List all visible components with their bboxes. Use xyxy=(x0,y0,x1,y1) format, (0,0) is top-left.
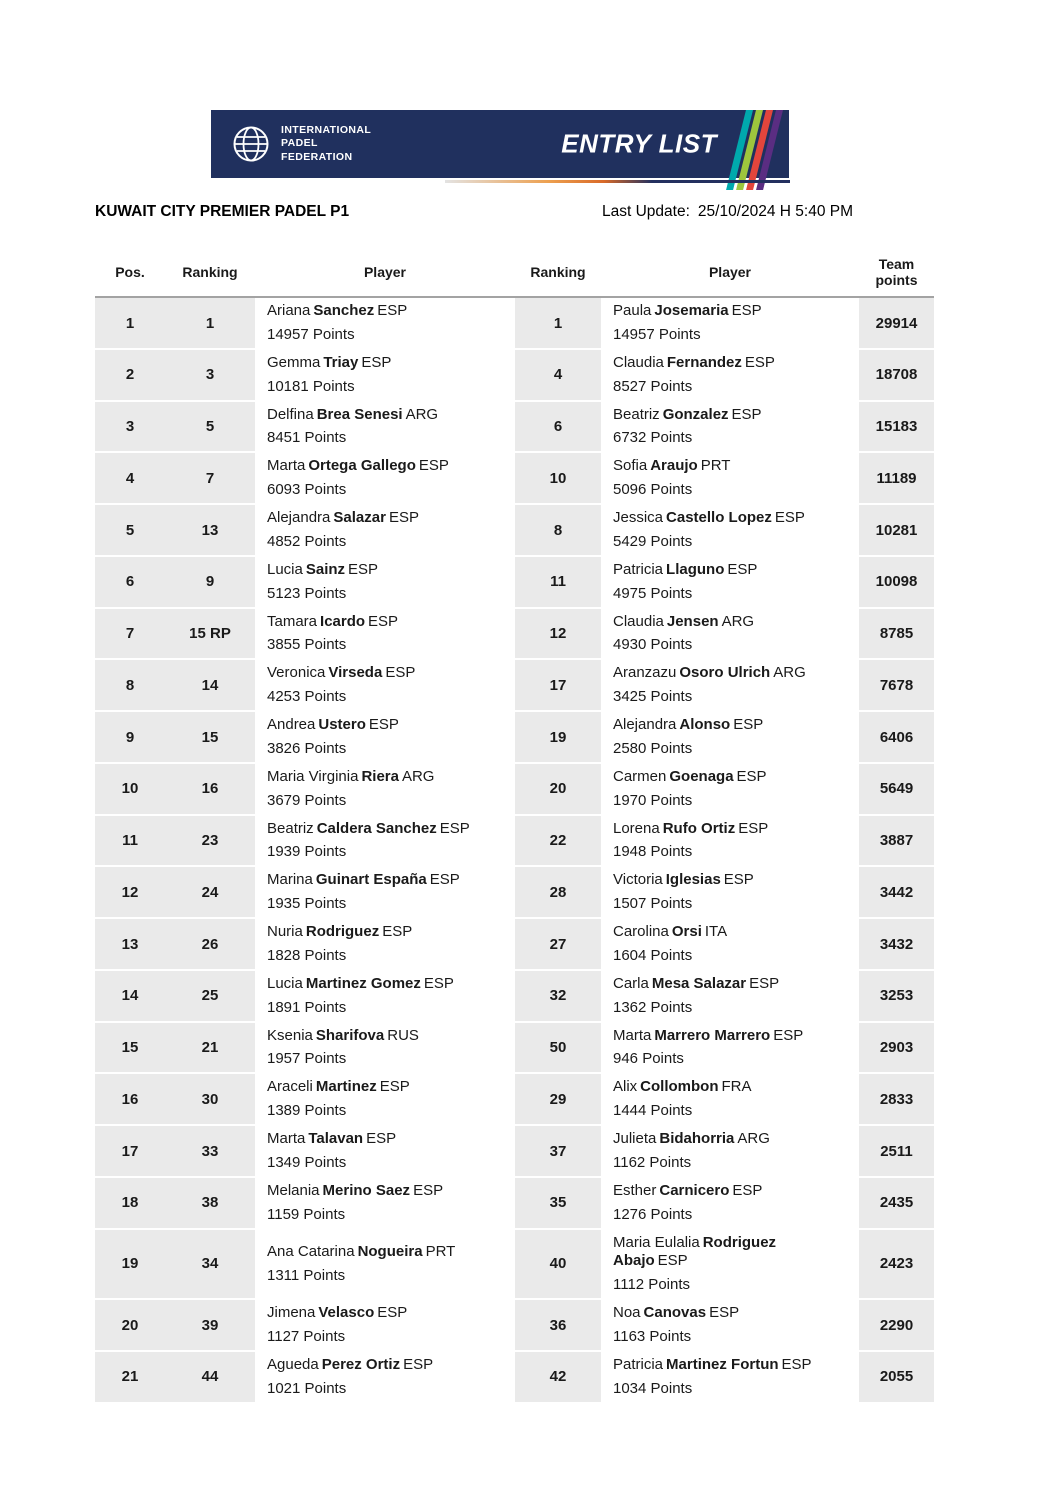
player1-points: 14957 Points xyxy=(267,325,355,343)
player2-cell xyxy=(601,1299,859,1351)
player1-points: 1939 Points xyxy=(267,843,347,861)
player1-name: Gemma Triay ESP xyxy=(267,353,392,371)
player1-cell xyxy=(255,608,515,660)
ranking2-cell: 19 xyxy=(515,711,601,763)
player1-cell xyxy=(255,1073,515,1125)
player2-name: Paula Josemaria ESP xyxy=(613,302,762,320)
player1-name: Agueda Perez Ortiz ESP xyxy=(267,1355,434,1373)
player2-name: Patricia Martinez Fortun ESP xyxy=(613,1355,812,1373)
ranking1-cell: 15 RP xyxy=(165,608,255,660)
player1-name: Ana Catarina Nogueira PRT xyxy=(267,1243,456,1261)
col-header-team-points: Team points xyxy=(859,250,934,297)
player2-name: Sofia Araujo PRT xyxy=(613,457,731,475)
team-points-cell: 10098 xyxy=(859,556,934,608)
pos-cell: 15 xyxy=(95,1022,165,1074)
ranking1-cell: 5 xyxy=(165,401,255,453)
col-header-player-1: Player xyxy=(255,250,515,297)
pos-cell: 7 xyxy=(95,608,165,660)
table-row xyxy=(95,711,934,763)
player2-cell xyxy=(601,504,859,556)
page-title: KUWAIT CITY PREMIER PADEL P1 xyxy=(95,203,350,220)
entry-table xyxy=(95,250,934,1404)
team-points-cell: 29914 xyxy=(859,297,934,349)
player2-points: 1604 Points xyxy=(613,946,693,964)
player2-name: Alix Collombon FRA xyxy=(613,1078,752,1096)
player1-name: Marta Ortega Gallego ESP xyxy=(267,457,449,475)
player1-name: Maria Virginia Riera ARG xyxy=(267,767,435,785)
player1-name: Lucia Sainz ESP xyxy=(267,560,379,578)
table-row xyxy=(95,1125,934,1177)
player1-name: Araceli Martinez ESP xyxy=(267,1078,410,1096)
player2-cell xyxy=(601,1022,859,1074)
ranking1-cell: 21 xyxy=(165,1022,255,1074)
player2-name: Marta Marrero Marrero ESP xyxy=(613,1026,804,1044)
player1-points: 6093 Points xyxy=(267,481,347,499)
player2-points: 1444 Points xyxy=(613,1102,693,1120)
player1-cell xyxy=(255,815,515,867)
logo-line-1: INTERNATIONAL xyxy=(281,123,372,136)
pos-cell: 20 xyxy=(95,1299,165,1351)
table-row xyxy=(95,1299,934,1351)
table-row xyxy=(95,970,934,1022)
ranking1-cell: 3 xyxy=(165,349,255,401)
player2-points: 1034 Points xyxy=(613,1379,693,1397)
player2-name: Victoria Iglesias ESP xyxy=(613,871,754,889)
player2-cell xyxy=(601,556,859,608)
player1-cell xyxy=(255,1177,515,1229)
player1-points: 1311 Points xyxy=(267,1266,346,1284)
team-points-cell: 11189 xyxy=(859,452,934,504)
team-points-cell: 2423 xyxy=(859,1229,934,1300)
table-row xyxy=(95,866,934,918)
player2-name: Alejandra Alonso ESP xyxy=(613,716,764,734)
player2-points: 14957 Points xyxy=(613,325,701,343)
ranking2-cell: 1 xyxy=(515,297,601,349)
player1-cell xyxy=(255,763,515,815)
player1-name: Ksenia Sharifova RUS xyxy=(267,1026,419,1044)
player2-points: 1362 Points xyxy=(613,998,693,1016)
player2-cell xyxy=(601,711,859,763)
globe-icon xyxy=(231,124,271,164)
player2-cell xyxy=(601,452,859,504)
ranking1-cell: 9 xyxy=(165,556,255,608)
ranking1-cell: 7 xyxy=(165,452,255,504)
pos-cell: 2 xyxy=(95,349,165,401)
player1-points: 1127 Points xyxy=(267,1327,346,1345)
player1-points: 1349 Points xyxy=(267,1153,347,1171)
player1-points: 4253 Points xyxy=(267,688,347,706)
player2-cell xyxy=(601,608,859,660)
player2-name: Jessica Castello Lopez ESP xyxy=(613,509,805,527)
player2-points: 8527 Points xyxy=(613,377,693,395)
player1-cell xyxy=(255,866,515,918)
player1-cell xyxy=(255,452,515,504)
ranking1-cell: 25 xyxy=(165,970,255,1022)
pos-cell: 12 xyxy=(95,866,165,918)
player2-cell xyxy=(601,401,859,453)
table-row xyxy=(95,349,934,401)
player1-points: 1957 Points xyxy=(267,1050,347,1068)
player2-name: Claudia Fernandez ESP xyxy=(613,353,775,371)
table-row xyxy=(95,556,934,608)
team-points-cell: 5649 xyxy=(859,763,934,815)
player2-name: Patricia Llaguno ESP xyxy=(613,560,758,578)
ranking2-cell: 42 xyxy=(515,1351,601,1403)
player1-cell xyxy=(255,970,515,1022)
team-points-cell: 2903 xyxy=(859,1022,934,1074)
player2-points: 6732 Points xyxy=(613,429,693,447)
table-row xyxy=(95,815,934,867)
ipf-logo xyxy=(211,124,371,165)
table-row xyxy=(95,918,934,970)
player1-cell xyxy=(255,504,515,556)
ipf-logo-text xyxy=(281,124,371,165)
table-row xyxy=(95,763,934,815)
player2-cell xyxy=(601,1229,859,1300)
ranking1-cell: 39 xyxy=(165,1299,255,1351)
player2-cell xyxy=(601,659,859,711)
ranking2-cell: 6 xyxy=(515,401,601,453)
player2-points: 1163 Points xyxy=(613,1327,692,1345)
ranking2-cell: 28 xyxy=(515,866,601,918)
player2-name: Carla Mesa Salazar ESP xyxy=(613,974,780,992)
player2-cell xyxy=(601,918,859,970)
player1-name: Tamara Icardo ESP xyxy=(267,612,399,630)
player2-name: Beatriz Gonzalez ESP xyxy=(613,405,762,423)
pos-cell: 10 xyxy=(95,763,165,815)
player1-name: Melania Merino Saez ESP xyxy=(267,1181,444,1199)
player1-points: 10181 Points xyxy=(267,377,355,395)
team-points-cell: 2833 xyxy=(859,1073,934,1125)
ranking1-cell: 23 xyxy=(165,815,255,867)
player1-name: Delfina Brea Senesi ARG xyxy=(267,405,439,423)
table-row xyxy=(95,1022,934,1074)
logo-line-3: FEDERATION xyxy=(281,150,353,163)
player1-name: Nuria Rodriguez ESP xyxy=(267,923,413,941)
player1-points: 1389 Points xyxy=(267,1102,347,1120)
player2-points: 1948 Points xyxy=(613,843,693,861)
ranking1-cell: 15 xyxy=(165,711,255,763)
player1-points: 5123 Points xyxy=(267,584,347,602)
table-row xyxy=(95,1229,934,1300)
team-points-cell: 6406 xyxy=(859,711,934,763)
player1-cell xyxy=(255,1022,515,1074)
player1-name: Beatriz Caldera Sanchez ESP xyxy=(267,819,470,837)
player2-cell xyxy=(601,1125,859,1177)
player2-points: 1970 Points xyxy=(613,791,693,809)
decorative-stripes xyxy=(746,110,783,190)
player1-name: Veronica Virseda ESP xyxy=(267,664,416,682)
player1-cell xyxy=(255,349,515,401)
player2-points: 4975 Points xyxy=(613,584,693,602)
team-points-cell: 2055 xyxy=(859,1351,934,1403)
pos-cell: 5 xyxy=(95,504,165,556)
player1-cell xyxy=(255,1351,515,1403)
team-points-cell: 3253 xyxy=(859,970,934,1022)
player2-name: Claudia Jensen ARG xyxy=(613,612,755,630)
ranking2-cell: 20 xyxy=(515,763,601,815)
player1-name: Lucia Martinez Gomez ESP xyxy=(267,974,454,992)
player1-points: 3855 Points xyxy=(267,636,347,654)
player1-points: 1021 Points xyxy=(267,1379,347,1397)
player1-name: Alejandra Salazar ESP xyxy=(267,509,419,527)
player2-name: Maria Eulalia Rodriguez Abajo ESP xyxy=(613,1233,777,1270)
player1-cell xyxy=(255,1125,515,1177)
ranking1-cell: 13 xyxy=(165,504,255,556)
pos-cell: 11 xyxy=(95,815,165,867)
team-points-cell: 18708 xyxy=(859,349,934,401)
player1-cell xyxy=(255,401,515,453)
team-points-cell: 8785 xyxy=(859,608,934,660)
entry-list-label: ENTRY LIST xyxy=(561,128,717,159)
player2-cell xyxy=(601,297,859,349)
ranking1-cell: 38 xyxy=(165,1177,255,1229)
player2-points: 2580 Points xyxy=(613,739,693,757)
player2-cell xyxy=(601,866,859,918)
ipf-banner xyxy=(211,110,789,178)
player2-name: Carmen Goenaga ESP xyxy=(613,767,767,785)
player2-cell xyxy=(601,1073,859,1125)
pos-cell: 16 xyxy=(95,1073,165,1125)
ranking1-cell: 1 xyxy=(165,297,255,349)
player2-points: 5096 Points xyxy=(613,481,693,499)
pos-cell: 9 xyxy=(95,711,165,763)
ranking2-cell: 11 xyxy=(515,556,601,608)
team-points-cell: 3887 xyxy=(859,815,934,867)
player2-points: 4930 Points xyxy=(613,636,693,654)
table-row xyxy=(95,1351,934,1403)
player2-cell xyxy=(601,1177,859,1229)
player2-cell xyxy=(601,970,859,1022)
player1-name: Marta Talavan ESP xyxy=(267,1130,397,1148)
player1-cell xyxy=(255,659,515,711)
pos-cell: 19 xyxy=(95,1229,165,1300)
player2-name: Julieta Bidahorria ARG xyxy=(613,1130,770,1148)
table-row xyxy=(95,1177,934,1229)
player2-points: 1507 Points xyxy=(613,895,693,913)
ranking1-cell: 33 xyxy=(165,1125,255,1177)
team-points-cell: 2511 xyxy=(859,1125,934,1177)
ranking2-cell: 29 xyxy=(515,1073,601,1125)
ranking1-cell: 16 xyxy=(165,763,255,815)
col-header-ranking-2: Ranking xyxy=(515,250,601,297)
pos-cell: 8 xyxy=(95,659,165,711)
team-points-cell: 15183 xyxy=(859,401,934,453)
ranking2-cell: 8 xyxy=(515,504,601,556)
table-row xyxy=(95,659,934,711)
player2-points: 1162 Points xyxy=(613,1153,692,1171)
player1-name: Marina Guinart España ESP xyxy=(267,871,460,889)
ranking2-cell: 40 xyxy=(515,1229,601,1300)
player2-points: 1112 Points xyxy=(613,1276,690,1294)
player2-cell xyxy=(601,349,859,401)
table-row xyxy=(95,401,934,453)
team-points-cell: 3432 xyxy=(859,918,934,970)
ranking1-cell: 14 xyxy=(165,659,255,711)
ranking1-cell: 44 xyxy=(165,1351,255,1403)
pos-cell: 13 xyxy=(95,918,165,970)
table-row xyxy=(95,608,934,660)
player1-points: 1891 Points xyxy=(267,998,347,1016)
player2-name: Noa Canovas ESP xyxy=(613,1304,740,1322)
player1-cell xyxy=(255,556,515,608)
ranking2-cell: 10 xyxy=(515,452,601,504)
player1-points: 1159 Points xyxy=(267,1205,346,1223)
ranking1-cell: 30 xyxy=(165,1073,255,1125)
player2-cell xyxy=(601,1351,859,1403)
player1-points: 1828 Points xyxy=(267,946,347,964)
player1-name: Ariana Sanchez ESP xyxy=(267,302,408,320)
ranking1-cell: 26 xyxy=(165,918,255,970)
player2-points: 5429 Points xyxy=(613,532,693,550)
player2-name: Esther Carnicero ESP xyxy=(613,1181,763,1199)
ranking2-cell: 12 xyxy=(515,608,601,660)
player2-points: 1276 Points xyxy=(613,1205,693,1223)
pos-cell: 3 xyxy=(95,401,165,453)
player1-name: Jimena Velasco ESP xyxy=(267,1304,408,1322)
ranking2-cell: 4 xyxy=(515,349,601,401)
ranking1-cell: 24 xyxy=(165,866,255,918)
ranking2-cell: 37 xyxy=(515,1125,601,1177)
col-header-ranking-1: Ranking xyxy=(165,250,255,297)
player2-cell xyxy=(601,763,859,815)
table-row xyxy=(95,504,934,556)
ranking2-cell: 32 xyxy=(515,970,601,1022)
ranking2-cell: 36 xyxy=(515,1299,601,1351)
last-update-label: Last Update: xyxy=(602,203,690,220)
pos-cell: 18 xyxy=(95,1177,165,1229)
player1-points: 8451 Points xyxy=(267,429,347,447)
player1-points: 1935 Points xyxy=(267,895,347,913)
entry-table-body xyxy=(95,297,934,1403)
player2-name: Aranzazu Osoro Ulrich ARG xyxy=(613,664,806,682)
ranking2-cell: 50 xyxy=(515,1022,601,1074)
player1-name: Andrea Ustero ESP xyxy=(267,716,399,734)
player1-cell xyxy=(255,1229,515,1300)
player1-cell xyxy=(255,1299,515,1351)
ranking2-cell: 22 xyxy=(515,815,601,867)
player1-points: 4852 Points xyxy=(267,532,347,550)
table-header-row xyxy=(95,250,934,297)
ranking2-cell: 17 xyxy=(515,659,601,711)
team-points-cell: 7678 xyxy=(859,659,934,711)
team-points-cell: 10281 xyxy=(859,504,934,556)
table-row xyxy=(95,297,934,349)
player1-cell xyxy=(255,918,515,970)
table-row xyxy=(95,452,934,504)
col-header-pos: Pos. xyxy=(95,250,165,297)
player2-points: 946 Points xyxy=(613,1050,684,1068)
team-points-cell: 3442 xyxy=(859,866,934,918)
player1-cell xyxy=(255,711,515,763)
player2-name: Lorena Rufo Ortiz ESP xyxy=(613,819,769,837)
last-update-value: 25/10/2024 H 5:40 PM xyxy=(697,203,854,220)
player1-cell xyxy=(255,297,515,349)
banner-underline xyxy=(445,180,790,183)
player1-points: 3679 Points xyxy=(267,791,347,809)
pos-cell: 4 xyxy=(95,452,165,504)
col-header-player-2: Player xyxy=(601,250,859,297)
ranking1-cell: 34 xyxy=(165,1229,255,1300)
pos-cell: 17 xyxy=(95,1125,165,1177)
ranking2-cell: 27 xyxy=(515,918,601,970)
team-points-cell: 2435 xyxy=(859,1177,934,1229)
player2-cell xyxy=(601,815,859,867)
pos-cell: 14 xyxy=(95,970,165,1022)
player2-name: Carolina Orsi ITA xyxy=(613,923,728,941)
player1-points: 3826 Points xyxy=(267,739,347,757)
player2-points: 3425 Points xyxy=(613,688,693,706)
last-update xyxy=(602,203,853,221)
team-points-cell: 2290 xyxy=(859,1299,934,1351)
pos-cell: 6 xyxy=(95,556,165,608)
table-row xyxy=(95,1073,934,1125)
logo-line-2: PADEL xyxy=(281,137,318,150)
pos-cell: 1 xyxy=(95,297,165,349)
pos-cell: 21 xyxy=(95,1351,165,1403)
ranking2-cell: 35 xyxy=(515,1177,601,1229)
